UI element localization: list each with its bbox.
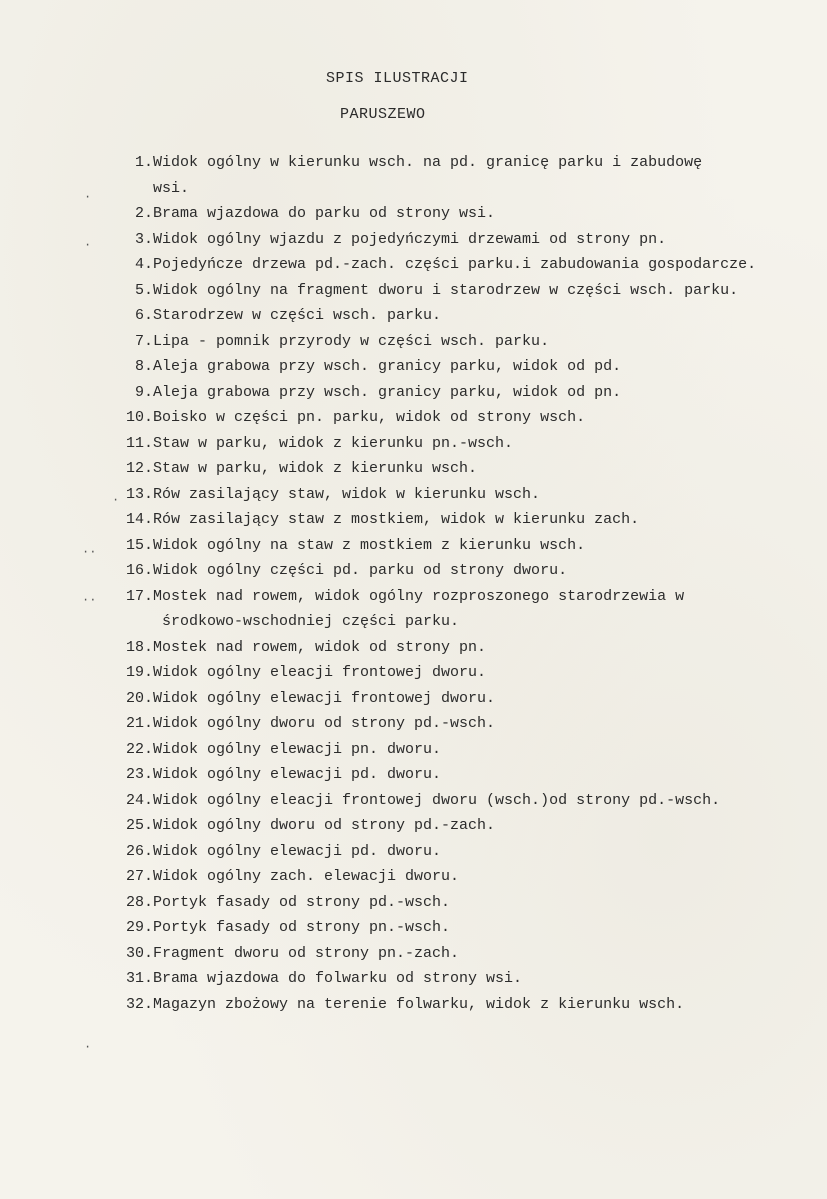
margin-mark: ·· [82, 545, 97, 559]
list-item [0, 864, 827, 890]
list-item [0, 150, 827, 176]
list-item-text: Mostek nad rowem, widok od strony pn. [153, 638, 487, 656]
list-item-text: Widok ogólny eleacji frontowej dworu (wsch.)od strony pd.-wsch. [153, 791, 721, 809]
list-item-number: 5. [134, 281, 153, 299]
list-item-number: 28. [125, 893, 153, 911]
list-item-number: 25. [125, 817, 153, 834]
list-item [0, 737, 827, 763]
list-item-number: 19. [125, 664, 153, 681]
list-item [0, 252, 827, 278]
list-item-text: Widok ogólny części pd. parku od strony dworu. [153, 562, 568, 579]
list-item-number: 11. [125, 434, 153, 452]
list-item [0, 762, 827, 788]
list-item-text: Widok ogólny zach. elewacji dworu. [153, 868, 460, 885]
list-item-number: 22. [125, 740, 153, 758]
list-item-text: Brama wjazdowa do folwarku od strony wsi. [153, 970, 523, 987]
list-item-number: 24. [125, 791, 153, 809]
list-item-number: 17. [125, 587, 153, 605]
list-item-number: 13. [125, 485, 153, 503]
list-item [0, 660, 827, 686]
list-item-number: 15. [125, 536, 153, 554]
list-item [0, 303, 827, 329]
list-item [0, 941, 827, 967]
list-item-text: Aleja grabowa przy wsch. granicy parku, widok od pn. [153, 383, 622, 401]
page-title: SPIS ILUSTRACJI [326, 70, 469, 87]
list-item [0, 405, 827, 431]
list-item-number: 26. [125, 842, 153, 860]
list-item [0, 456, 827, 482]
margin-mark: · [84, 190, 92, 204]
list-item-text: Lipa - pomnik przyrody w części wsch. parku. [153, 332, 550, 350]
list-item-text: Pojedyńcze drzewa pd.-zach. części parku.i zabudowania gospodarcze. [153, 256, 757, 273]
list-item-text: Mostek nad rowem, widok ogólny rozproszonego starodrzewia w [153, 587, 685, 605]
list-item-number: 23. [125, 766, 153, 783]
list-item [0, 686, 827, 712]
list-item-text: Widok ogólny elewacji frontowej dworu. [153, 689, 496, 707]
list-item-number: 7. [134, 332, 153, 350]
list-item-number: 9. [134, 383, 153, 401]
list-item-number: 14. [125, 511, 153, 528]
list-item-number: 8. [134, 358, 153, 375]
list-item [0, 890, 827, 916]
list-item-text: Widok ogólny elewacji pd. dworu. [153, 766, 442, 783]
list-item [0, 431, 827, 457]
list-item [0, 329, 827, 355]
margin-mark: · [84, 1040, 92, 1054]
list-item-number: 31. [125, 970, 153, 987]
list-item-number: 18. [125, 638, 153, 656]
list-item [0, 533, 827, 559]
margin-mark: ·· [82, 593, 97, 607]
list-item-number: 20. [125, 689, 153, 707]
list-item-text: Widok ogólny dworu od strony pd.-wsch. [153, 715, 496, 732]
list-item [0, 227, 827, 253]
list-item-text: Widok ogólny elewacji pn. dworu. [153, 740, 442, 758]
list-item-number: 6. [134, 307, 153, 324]
list-item-text: Widok ogólny eleacji frontowej dworu. [153, 664, 487, 681]
list-item-text: Portyk fasady od strony pn.-wsch. [153, 919, 451, 936]
list-item-text: Widok ogólny na fragment dworu i starodrzew w części wsch. parku. [153, 281, 739, 299]
list-item-number: 1. [134, 154, 153, 171]
list-item-text: Fragment dworu od strony pn.-zach. [153, 944, 460, 962]
list-item-number: 30. [125, 944, 153, 962]
list-item [0, 966, 827, 992]
list-item-text: Boisko w części pn. parku, widok od strony wsch. [153, 409, 586, 426]
list-item-number: 2. [134, 205, 153, 222]
list-item-number: 32. [125, 995, 153, 1013]
list-item-number: 16. [125, 562, 153, 579]
margin-mark: · [112, 493, 120, 507]
list-item-text: Aleja grabowa przy wsch. granicy parku, widok od pd. [153, 358, 622, 375]
list-item-text: Rów zasilający staw z mostkiem, widok w kierunku zach. [153, 511, 640, 528]
list-item [0, 380, 827, 406]
list-item-text: Widok ogólny dworu od strony pd.-zach. [153, 817, 496, 834]
list-item [0, 711, 827, 737]
list-item-number: 27. [125, 868, 153, 885]
list-item [0, 201, 827, 227]
list-item [0, 482, 827, 508]
list-item-number: 29. [125, 919, 153, 936]
page-subtitle: PARUSZEWO [340, 106, 426, 123]
list-item [0, 992, 827, 1018]
list-item [0, 635, 827, 661]
list-item [0, 788, 827, 814]
list-item-text: Widok ogólny elewacji pd. dworu. [153, 842, 442, 860]
list-item-text: Staw w parku, widok z kierunku pn.-wsch. [153, 434, 514, 452]
list-item-text: Magazyn zbożowy na terenie folwarku, widok z kierunku wsch. [153, 995, 685, 1013]
list-item-number: 12. [125, 460, 153, 477]
margin-mark: · [84, 238, 92, 252]
list-item-text: Brama wjazdowa do parku od strony wsi. [153, 205, 496, 222]
list-item-continuation: wsi. [153, 179, 190, 197]
list-item-text: Staw w parku, widok z kierunku wsch. [153, 460, 478, 477]
list-item [0, 915, 827, 941]
list-item-text: Rów zasilający staw, widok w kierunku wsch. [153, 485, 541, 503]
list-item-number: 21. [125, 715, 153, 732]
list-item [0, 278, 827, 304]
list-item-number: 4. [134, 256, 153, 273]
list-item-number: 3. [134, 230, 153, 248]
list-item-continuation: środkowo-wschodniej części parku. [162, 613, 460, 630]
list-item-text: Widok ogólny w kierunku wsch. na pd. granicę parku i zabudowę [153, 154, 703, 171]
list-item [0, 813, 827, 839]
list-item-number: 10. [125, 409, 153, 426]
list-item [0, 507, 827, 533]
illustration-list [0, 150, 827, 1017]
list-item-text: Starodrzew w części wsch. parku. [153, 307, 442, 324]
list-item [0, 558, 827, 584]
list-item-text: Widok ogólny na staw z mostkiem z kierunku wsch. [153, 536, 586, 554]
list-item-text: Portyk fasady od strony pd.-wsch. [153, 893, 451, 911]
list-item-text: Widok ogólny wjazdu z pojedyńczymi drzewami od strony pn. [153, 230, 667, 248]
list-item [0, 839, 827, 865]
list-item [0, 354, 827, 380]
list-item [0, 584, 827, 610]
